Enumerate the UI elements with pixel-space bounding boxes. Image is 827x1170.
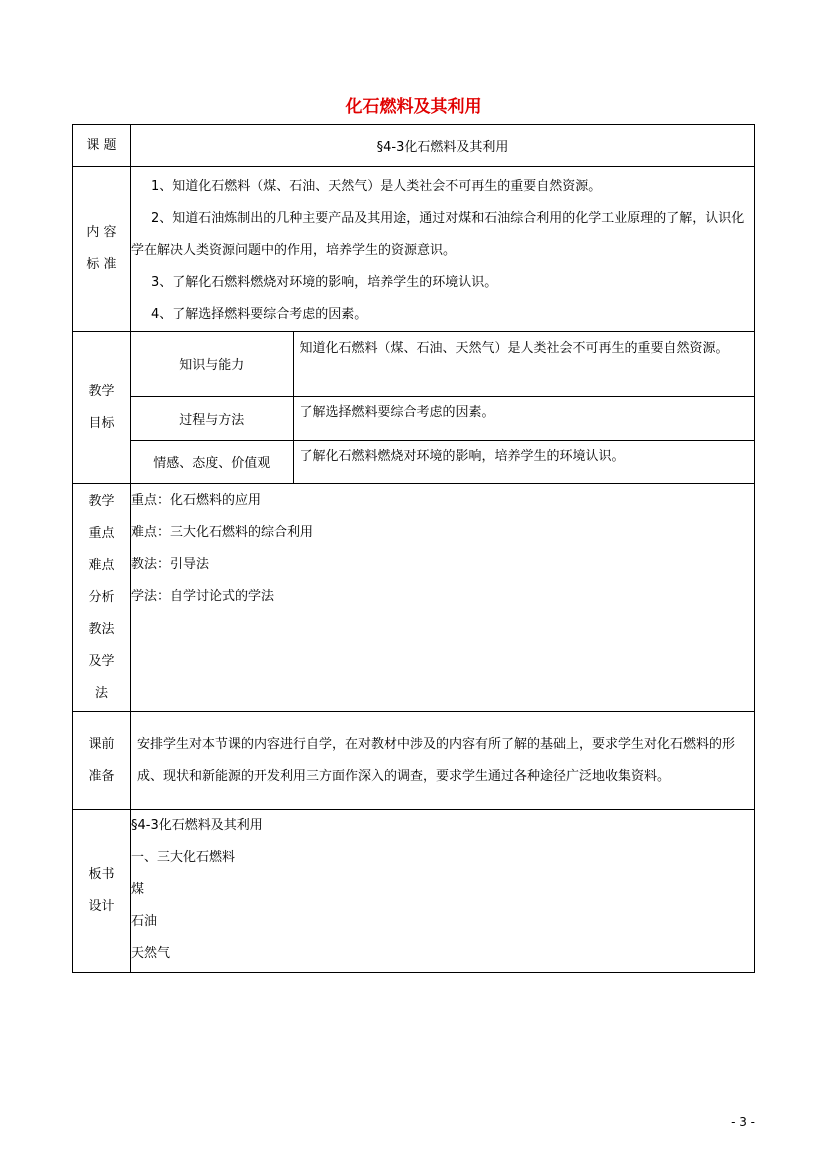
analysis-line: 难点：三大化石燃料的综合利用 [131,525,314,540]
label-line: 教学 [88,383,115,399]
goals-row [73,332,755,484]
goal-name: 知识与能力 [131,332,293,396]
label-line: 分析 [88,589,115,605]
goal-name: 过程与方法 [131,396,293,440]
label-line: 标 准 [86,257,117,272]
label-line: 法 [94,685,108,701]
label-line: 及学 [88,653,115,669]
content-standard-label [73,167,131,332]
goal-row [131,396,754,440]
analysis-body [131,484,755,712]
board-line: 煤 [131,882,145,897]
page-number: - 3 - [731,1115,755,1129]
label-line: 重点 [88,525,115,541]
board-line: 石油 [131,914,158,929]
goals-subtable [131,332,754,483]
document-title: 化石燃料及其利用 [345,97,482,117]
label-line: 内 容 [86,225,117,240]
topic-label: 课 题 [73,125,131,167]
analysis-line: 学法：自学讨论式的学法 [131,589,275,604]
analysis-label [73,484,131,712]
content-standard-body [131,167,755,332]
analysis-line: 重点：化石燃料的应用 [131,493,262,508]
topic-row [73,125,755,167]
prep-label [73,712,131,810]
label-line: 准备 [88,768,115,784]
label-line: 教学 [88,493,115,509]
analysis-row [73,484,755,712]
goal-row [131,332,754,396]
goals-body [131,332,755,484]
prep-body: 安排学生对本节课的内容进行自学，在对教材中涉及的内容有所了解的基础上，要求学生对化石燃料的形成、现状和新能源的开发利用三方面作深入的调查，要求学生通过各种途径广泛地收集资料。 [131,712,755,810]
goal-text: 知道化石燃料（煤、石油、天然气）是人类社会不可再生的重要自然资源。 [293,332,754,396]
goals-label [73,332,131,484]
label-line: 设计 [88,899,115,914]
board-row [73,810,755,973]
label-line: 目标 [88,415,115,431]
analysis-line: 教法：引导法 [131,557,210,572]
standard-item: 2、知道石油炼制出的几种主要产品及其用途，通过对煤和石油综合利用的化学工业原理的了解，认识化学在解决人类资源问题中的作用，培养学生的资源意识。 [131,211,745,258]
goal-name: 情感、态度、价值观 [131,440,293,483]
content-standard-row [73,167,755,332]
standard-item: 3、了解化石燃料燃烧对环境的影响，培养学生的环境认识。 [151,275,498,290]
standard-item: 1、知道化石燃料（煤、石油、天然气）是人类社会不可再生的重要自然资源。 [151,179,602,194]
prep-row [73,712,755,810]
board-body [131,810,755,973]
label-line: 难点 [88,557,115,573]
board-line: 天然气 [131,946,171,961]
topic-value: §4-3化石燃料及其利用 [131,125,755,167]
standard-item: 4、了解选择燃料要综合考虑的因素。 [151,307,368,322]
label-line: 教法 [88,621,115,637]
board-label [73,810,131,973]
goal-text: 了解化石燃料燃烧对环境的影响，培养学生的环境认识。 [293,440,754,483]
lesson-plan-table [72,124,755,973]
board-line: 一、三大化石燃料 [131,850,236,865]
label-line: 课前 [88,736,115,752]
label-line: 板书 [88,867,115,882]
board-line: §4-3化石燃料及其利用 [131,818,263,833]
goal-row [131,440,754,483]
goal-text: 了解选择燃料要综合考虑的因素。 [293,396,754,440]
